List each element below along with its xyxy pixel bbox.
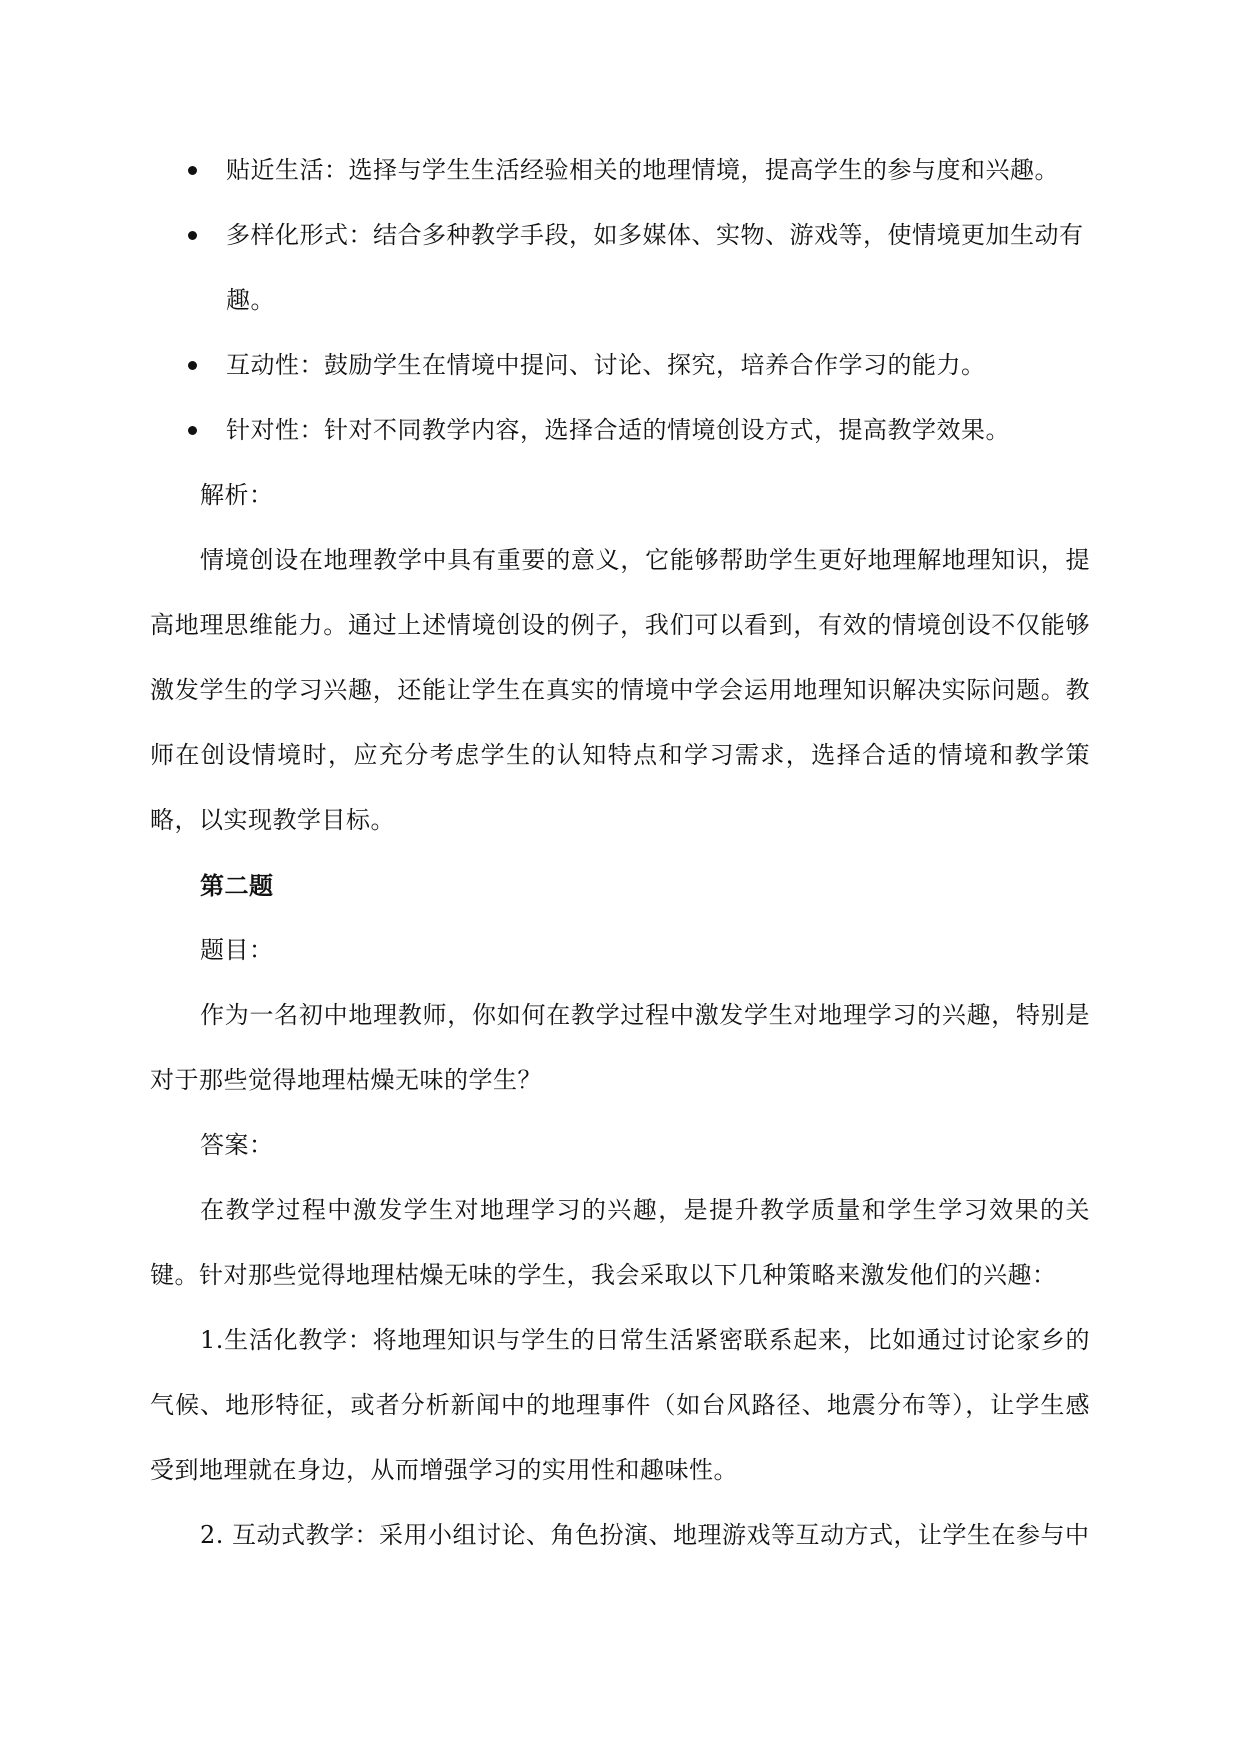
strategy-2-paragraph: 2. 互动式教学：采用小组讨论、角色扮演、地理游戏等互动方式，让学生在参与中 [200, 1521, 1090, 1549]
document-body [150, 138, 1090, 1568]
list-item [150, 138, 1090, 203]
bullet-icon [188, 231, 197, 240]
list-item-text: 互动性：鼓励学生在情境中提问、讨论、探究，培养合作学习的能力。 [226, 351, 986, 379]
list-item [150, 203, 1090, 333]
question-label: 题目： [200, 936, 274, 964]
list-item [150, 398, 1090, 463]
question-paragraph: 作为一名初中地理教师，你如何在教学过程中激发学生对地理学习的兴趣，特别是对于那些觉得地理枯燥无味的学生？ [150, 1001, 1090, 1094]
analysis-paragraph: 情境创设在地理教学中具有重要的意义，它能够帮助学生更好地理解地理知识，提高地理思维能力。通过上述情境创设的例子，我们可以看到，有效的情境创设不仅能够激发学生的学习兴趣，还能让学生在真实的情境中学会运用地理知识解决实际问题。教师在创设情境时，应充分考虑学生的认知特点和学习需求，选择合适的情境和教学策略，以实现教学目标。 [150, 546, 1090, 834]
list-item-text: 贴近生活：选择与学生生活经验相关的地理情境，提高学生的参与度和兴趣。 [226, 156, 1059, 184]
list-item [150, 333, 1090, 398]
list-item-text: 针对性：针对不同教学内容，选择合适的情境创设方式，提高教学效果。 [226, 416, 1010, 444]
question-2-heading: 第二题 [200, 871, 274, 900]
strategy-1-paragraph: 1.生活化教学：将地理知识与学生的日常生活紧密联系起来，比如通过讨论家乡的气候、地形特征，或者分析新闻中的地理事件（如台风路径、地震分布等），让学生感受到地理就在身边，从而增强学习的实用性和趣味性。 [150, 1326, 1090, 1484]
bullet-icon [188, 361, 197, 370]
answer-intro-paragraph: 在教学过程中激发学生对地理学习的兴趣，是提升教学质量和学生学习效果的关键。针对那些觉得地理枯燥无味的学生，我会采取以下几种策略来激发他们的兴趣： [150, 1196, 1090, 1289]
analysis-label: 解析： [200, 481, 274, 509]
list-item-text: 多样化形式：结合多种教学手段，如多媒体、实物、游戏等，使情境更加生动有趣。 [226, 221, 1084, 314]
principles-list [150, 138, 1090, 463]
bullet-icon [188, 166, 197, 175]
answer-label: 答案： [200, 1131, 274, 1159]
bullet-icon [188, 426, 197, 435]
